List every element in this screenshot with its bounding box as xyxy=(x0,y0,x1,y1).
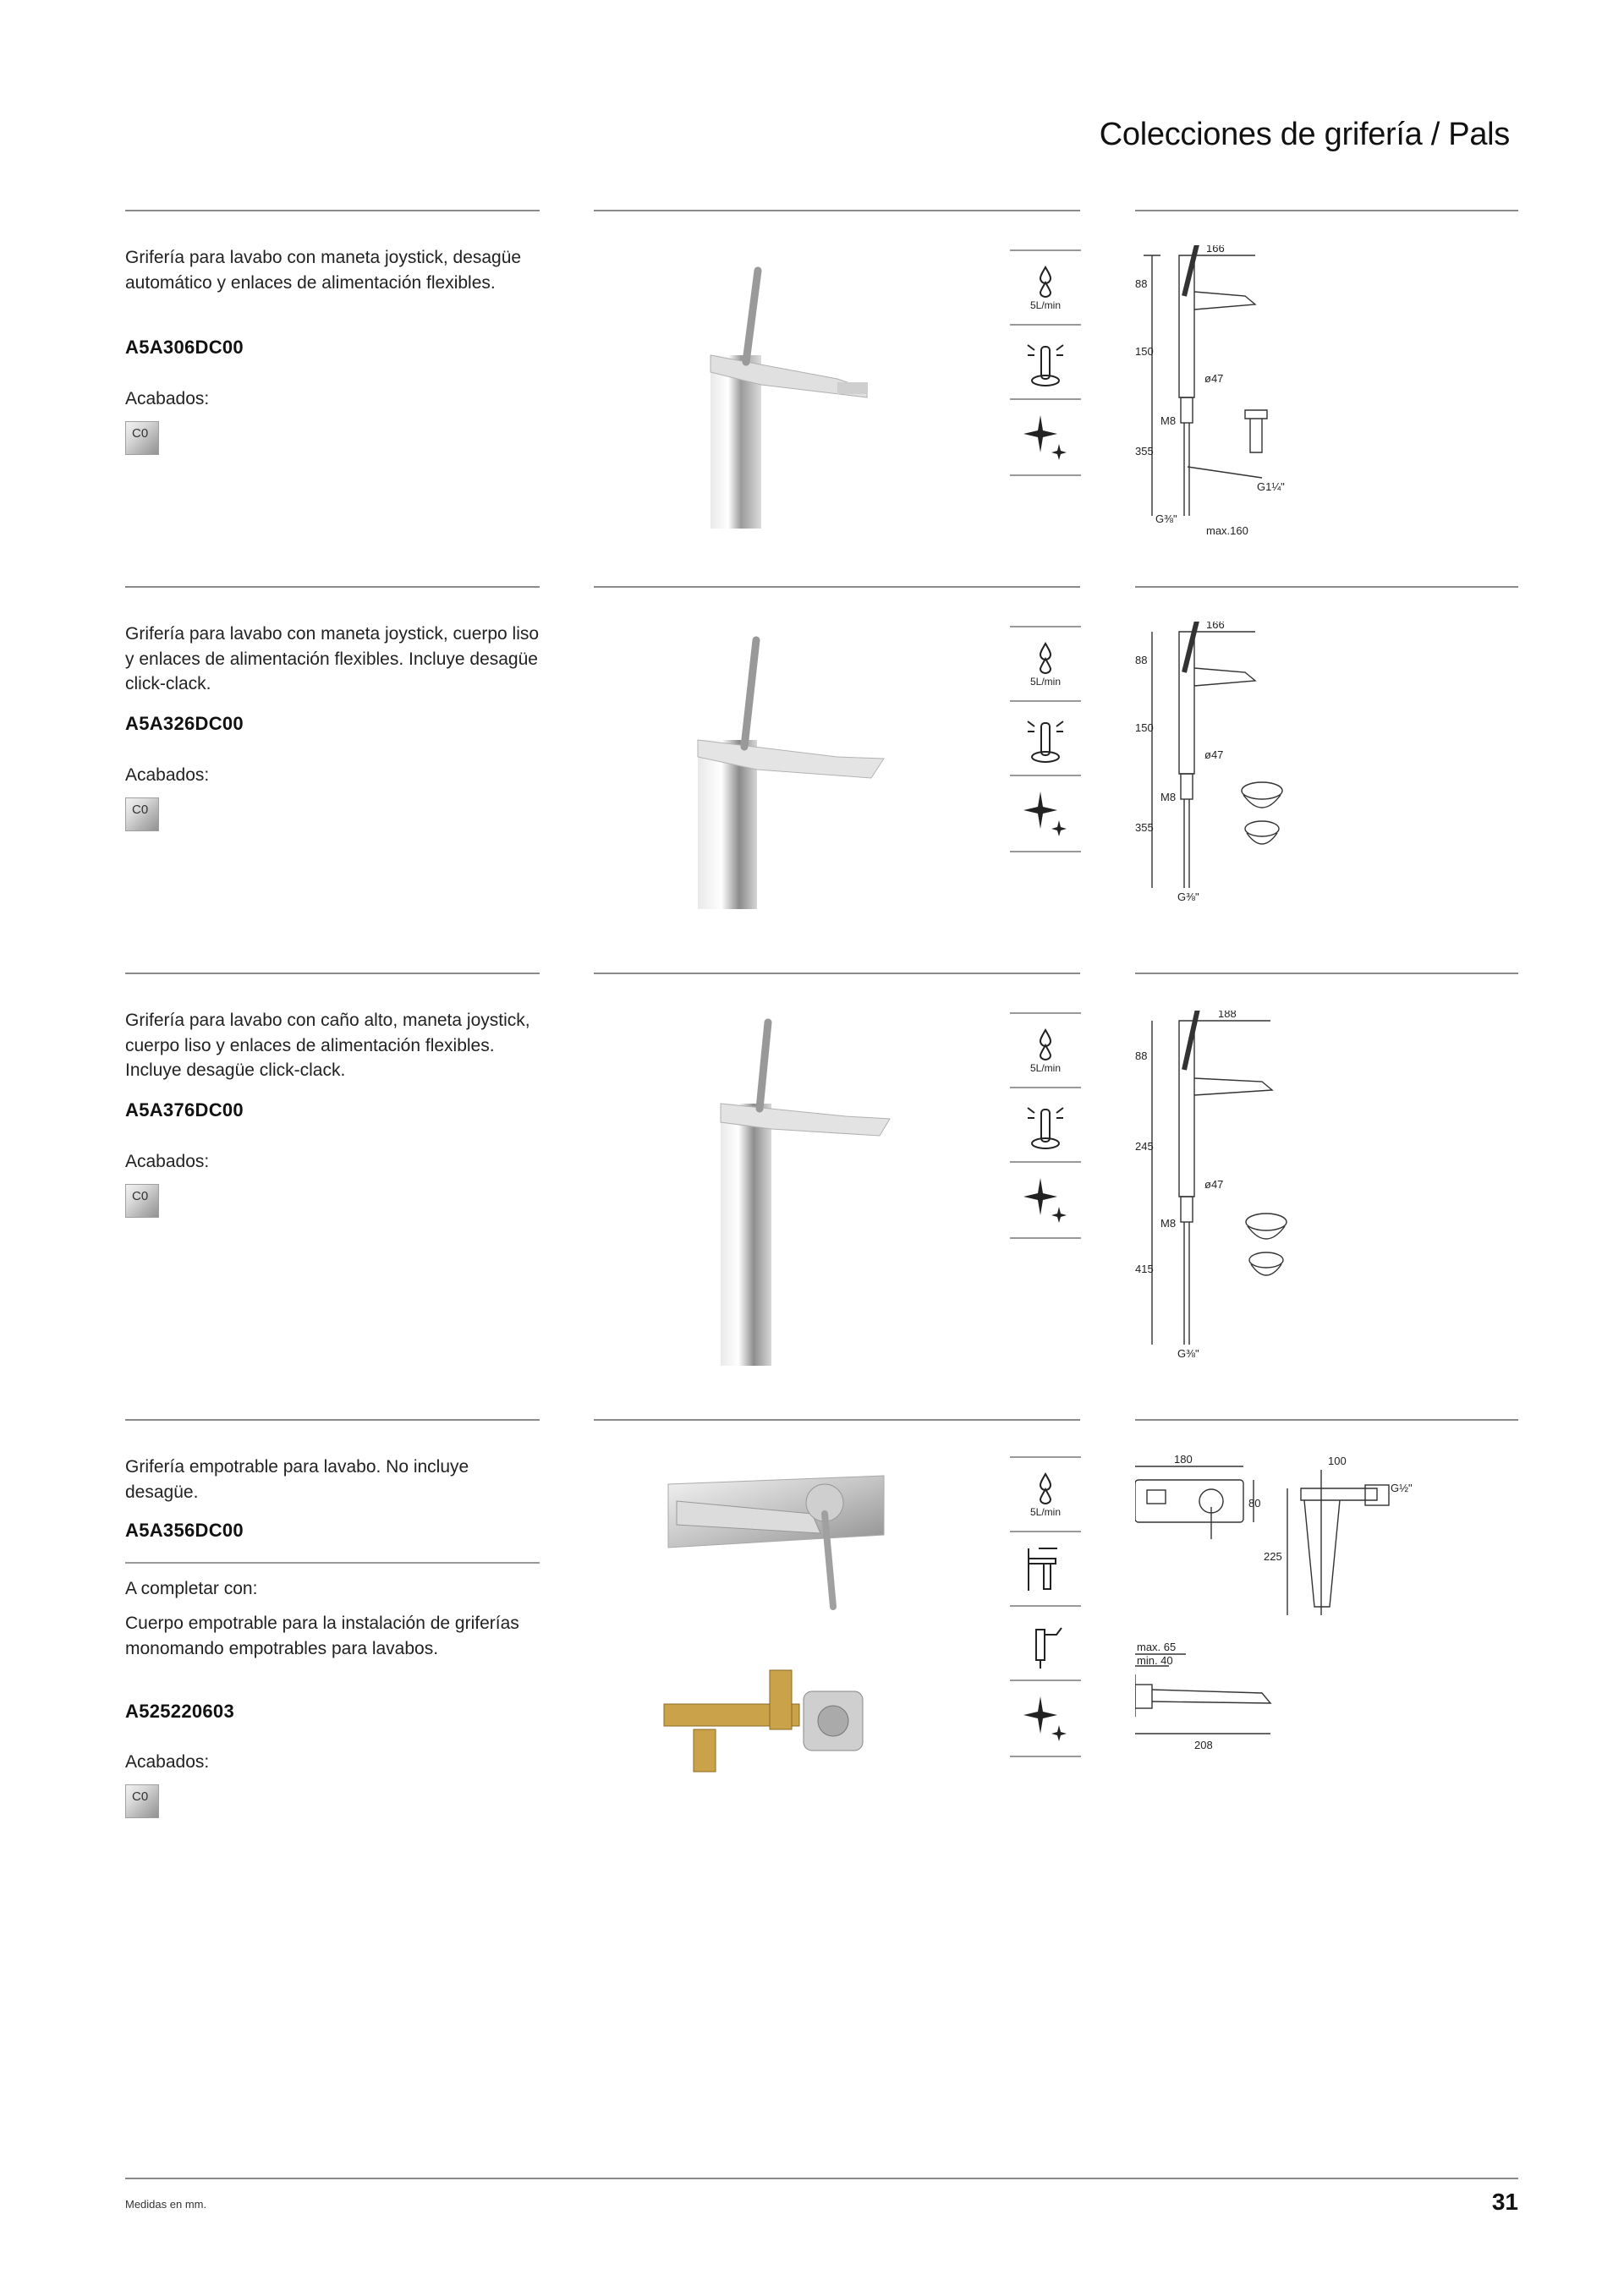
technical-drawing xyxy=(1135,1011,1440,1366)
row-rule xyxy=(594,1419,1080,1421)
row-rule xyxy=(1135,973,1518,974)
product-photo-tall-basin-mixer xyxy=(643,1011,897,1374)
finish-swatch-chrome[interactable] xyxy=(125,1784,159,1818)
row-rule xyxy=(594,210,1080,211)
dim-diameter: ø47 xyxy=(1204,372,1224,385)
dim-body-height: 225 xyxy=(1264,1550,1282,1563)
finishes-label: Acabados: xyxy=(125,1752,210,1772)
dim-mid: 150 xyxy=(1135,721,1154,734)
water-saving-icon xyxy=(1010,1456,1081,1532)
dim-spout: 208 xyxy=(1194,1739,1213,1751)
product-photo-basin-mixer xyxy=(643,622,897,918)
wall-mounted-tap-icon xyxy=(1010,1531,1081,1607)
row-rule xyxy=(594,973,1080,974)
product-code: A5A306DC00 xyxy=(125,337,244,358)
footer-note: Medidas en mm. xyxy=(125,2198,207,2211)
technical-drawing xyxy=(1135,622,1440,913)
dim-top: 88 xyxy=(1135,654,1148,666)
product-code: A5A376DC00 xyxy=(125,1099,244,1121)
concealed-installation-icon xyxy=(1010,1605,1081,1681)
dim-top: 88 xyxy=(1135,1049,1148,1062)
complete-with-label: A completar con: xyxy=(125,1579,258,1598)
dim-top: 88 xyxy=(1135,277,1148,290)
product-description: Grifería para lavabo con maneta joystick, desagüe automático y enlaces de alimentación flexibles. xyxy=(125,248,522,293)
dim-thread: M8 xyxy=(1160,414,1177,427)
dim-plate-width: 180 xyxy=(1174,1455,1193,1466)
dim-width: 166 xyxy=(1206,622,1225,631)
dim-width: 188 xyxy=(1218,1011,1237,1020)
finishes-label: Acabados: xyxy=(125,765,210,785)
dim-reach: max.160 xyxy=(1206,524,1248,537)
product-photo-concealed-body xyxy=(643,1662,897,1780)
row-rule xyxy=(1135,1419,1518,1421)
water-saving-icon xyxy=(1010,249,1081,326)
row-rule xyxy=(1135,210,1518,211)
chrome-finish-sparkle-icon xyxy=(1010,398,1081,476)
chrome-finish-sparkle-icon xyxy=(1010,775,1081,852)
dim-diameter: ø47 xyxy=(1204,748,1224,761)
product-description: Grifería para lavabo con maneta joystick, cuerpo liso y enlaces de alimentación flexibles. Incluye desagüe click-clack. xyxy=(125,624,540,693)
dim-min: min. 40 xyxy=(1137,1654,1173,1667)
dim-drain: G1¼" xyxy=(1257,480,1285,493)
finish-code: C0 xyxy=(132,1789,149,1804)
dim-low: 355 xyxy=(1135,445,1154,458)
product-photo-wall-mixer xyxy=(643,1467,897,1636)
complement-description: Cuerpo empotrable para la instalación de griferías monomando empotrables para lavabos. xyxy=(125,1614,519,1658)
row-rule xyxy=(125,1419,540,1421)
product-description: Grifería empotrable para lavabo. No incluye desagüe. xyxy=(125,1457,469,1502)
water-saving-icon xyxy=(1010,1012,1081,1088)
row-rule xyxy=(125,973,540,974)
section-divider xyxy=(125,1562,540,1564)
dim-inlet: G⅜" xyxy=(1155,512,1177,525)
dim-width: 166 xyxy=(1206,245,1225,255)
joystick-handle-icon xyxy=(1010,324,1081,400)
product-code: A5A326DC00 xyxy=(125,713,244,734)
row-rule xyxy=(125,210,540,211)
dim-thread: M8 xyxy=(1160,791,1177,803)
page-number: 31 xyxy=(1491,2189,1518,2215)
footer-rule xyxy=(125,2178,1518,2179)
water-saving-icon xyxy=(1010,626,1081,702)
icon-label: 5L/min xyxy=(1029,299,1062,311)
page-title: Colecciones de grifería / Pals xyxy=(1099,117,1510,152)
complement-code: A525220603 xyxy=(125,1701,235,1722)
icon-label: 5L/min xyxy=(1029,1506,1062,1518)
joystick-handle-icon xyxy=(1010,1087,1081,1163)
finish-code: C0 xyxy=(132,426,149,441)
product-code: A5A356DC00 xyxy=(125,1520,244,1541)
dim-depth: 100 xyxy=(1328,1455,1347,1467)
product-photo-basin-mixer xyxy=(643,245,897,541)
dim-max: max. 65 xyxy=(1137,1641,1177,1653)
icon-label: 5L/min xyxy=(1029,1062,1062,1074)
dim-inlet: G⅜" xyxy=(1177,890,1199,903)
finish-code: C0 xyxy=(132,1189,149,1203)
product-description: Grifería para lavabo con caño alto, maneta joystick, cuerpo liso y enlaces de alimentación flexibles. Incluye desagüe click-clack. xyxy=(125,1011,530,1080)
dim-plate-height: 80 xyxy=(1248,1497,1261,1510)
dim-low: 415 xyxy=(1135,1263,1154,1275)
icon-label: 5L/min xyxy=(1029,676,1062,688)
finish-swatch-chrome[interactable] xyxy=(125,421,159,455)
dim-mid: 245 xyxy=(1135,1140,1154,1153)
finish-code: C0 xyxy=(132,803,149,817)
row-rule xyxy=(594,586,1080,588)
dim-thread: G½" xyxy=(1391,1482,1413,1494)
chrome-finish-sparkle-icon xyxy=(1010,1161,1081,1239)
finish-swatch-chrome[interactable] xyxy=(125,1184,159,1218)
dim-inlet: G⅜" xyxy=(1177,1347,1199,1360)
row-rule xyxy=(125,586,540,588)
row-rule xyxy=(1135,586,1518,588)
dim-mid: 150 xyxy=(1135,345,1154,358)
finish-swatch-chrome[interactable] xyxy=(125,797,159,831)
finishes-label: Acabados: xyxy=(125,389,210,408)
dim-low: 355 xyxy=(1135,821,1154,834)
chrome-finish-sparkle-icon xyxy=(1010,1680,1081,1757)
dim-diameter: ø47 xyxy=(1204,1178,1224,1191)
joystick-handle-icon xyxy=(1010,700,1081,776)
finishes-label: Acabados: xyxy=(125,1152,210,1171)
technical-drawing xyxy=(1135,245,1440,537)
technical-drawing xyxy=(1135,1455,1440,1767)
dim-thread: M8 xyxy=(1160,1217,1177,1230)
